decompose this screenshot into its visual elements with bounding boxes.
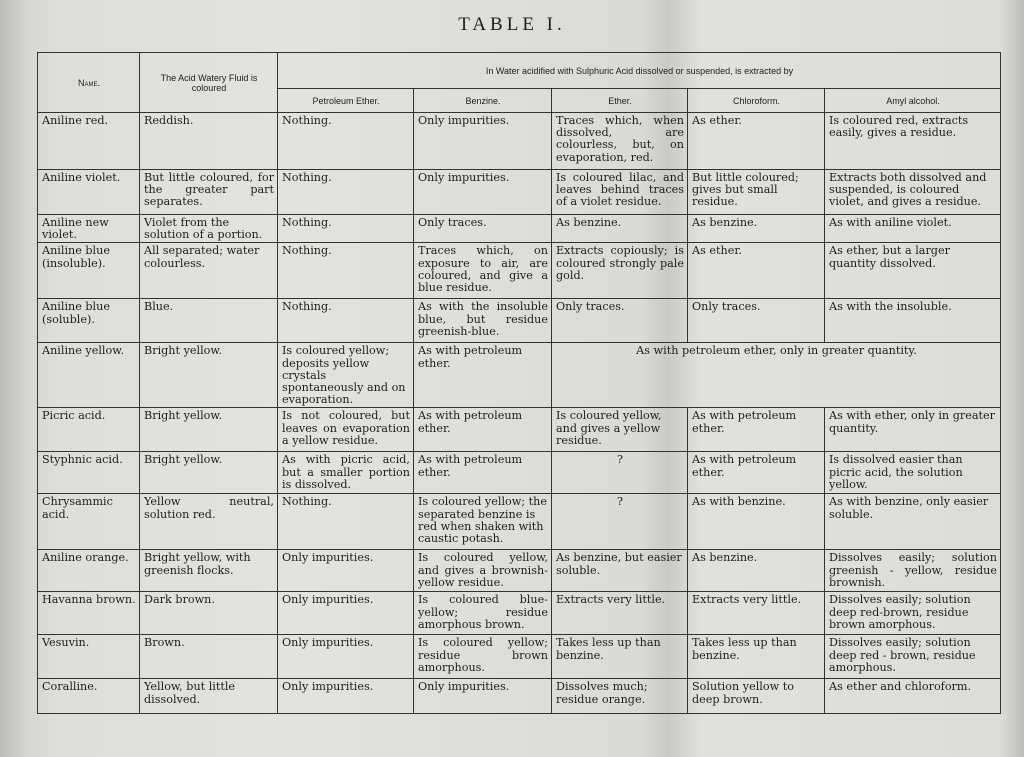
cell-chloroform: Extracts very little. <box>688 592 825 635</box>
cell-ether: Extracts very little. <box>552 592 688 635</box>
cell-fluid: Blue. <box>140 299 278 343</box>
cell-chloroform: As with petroleum ether. <box>688 408 825 452</box>
cell-name: Aniline yellow. <box>38 343 140 408</box>
cell-ether: Is coloured lilac, and leaves behind traces of a violet residue. <box>552 170 688 215</box>
cell-amyl: Is dissolved easier than picric acid, the solution yellow. <box>825 452 1001 494</box>
table-row <box>38 679 1001 714</box>
header-amyl-alcohol: Amyl alcohol. <box>825 89 1001 113</box>
cell-petroleum: Only impurities. <box>278 679 414 714</box>
cell-amyl: Dissolves easily; solution deep red-brown, residue brown amorphous. <box>825 592 1001 635</box>
cell-petroleum: Only impurities. <box>278 635 414 679</box>
cell-benzine: Is coloured yellow; the separated benzine is red when shaken with caustic potash. <box>414 494 552 550</box>
cell-ether: ? <box>552 452 688 494</box>
header-ether: Ether. <box>552 89 688 113</box>
table-row <box>38 113 1001 170</box>
cell-merged-ether-chloroform-amyl: As with petroleum ether, only in greater quantity. <box>552 343 1001 408</box>
cell-chloroform: Takes less up than benzine. <box>688 635 825 679</box>
cell-chloroform: Solution yellow to deep brown. <box>688 679 825 714</box>
cell-fluid: Yellow neutral, solution red. <box>140 494 278 550</box>
cell-amyl: As with the insoluble. <box>825 299 1001 343</box>
header-acid-fluid: The Acid Watery Fluid is coloured <box>140 53 278 113</box>
cell-name: Aniline orange. <box>38 550 140 592</box>
cell-name: Aniline blue (soluble). <box>38 299 140 343</box>
cell-fluid: Violet from the solution of a portion. <box>140 215 278 243</box>
cell-ether: Dissolves much; residue orange. <box>552 679 688 714</box>
cell-amyl: As ether, but a larger quantity dissolved. <box>825 243 1001 299</box>
cell-benzine: Only impurities. <box>414 679 552 714</box>
cell-fluid: Bright yellow. <box>140 408 278 452</box>
cell-petroleum: Nothing. <box>278 170 414 215</box>
table-row <box>38 550 1001 592</box>
cell-benzine: As with the insoluble blue, but residue greenish-blue. <box>414 299 552 343</box>
cell-fluid: Bright yellow. <box>140 452 278 494</box>
cell-petroleum: Nothing. <box>278 494 414 550</box>
cell-ether: Traces which, when dissolved, are colourless, but, on evaporation, red. <box>552 113 688 170</box>
cell-chloroform: As ether. <box>688 113 825 170</box>
cell-fluid: But little coloured, for the greater part separates. <box>140 170 278 215</box>
cell-ether: As benzine. <box>552 215 688 243</box>
cell-name: Vesuvin. <box>38 635 140 679</box>
table-row <box>38 343 1001 408</box>
cell-petroleum: Nothing. <box>278 113 414 170</box>
cell-fluid: Reddish. <box>140 113 278 170</box>
cell-amyl: Extracts both dissolved and suspended, is coloured violet, and gives a residue. <box>825 170 1001 215</box>
cell-benzine: Is coloured yellow; residue brown amorphous. <box>414 635 552 679</box>
table-row <box>38 299 1001 343</box>
cell-benzine: Only impurities. <box>414 170 552 215</box>
cell-chloroform: As with petroleum ether. <box>688 452 825 494</box>
cell-petroleum: Nothing. <box>278 215 414 243</box>
table-row <box>38 494 1001 550</box>
cell-petroleum: Is not coloured, but leaves on evaporation a yellow residue. <box>278 408 414 452</box>
cell-amyl: Is coloured red, extracts easily, gives a residue. <box>825 113 1001 170</box>
cell-petroleum: Only impurities. <box>278 592 414 635</box>
header-chloroform: Chloroform. <box>688 89 825 113</box>
cell-amyl: As with benzine, only easier soluble. <box>825 494 1001 550</box>
solubility-table <box>37 52 1001 714</box>
cell-petroleum: Is coloured yellow; deposits yellow crystals spontaneously and on evaporation. <box>278 343 414 408</box>
header-extraction-span: In Water acidified with Sulphuric Acid dissolved or suspended, is extracted by <box>278 53 1001 89</box>
cell-benzine: Is coloured blue-yellow; residue amorphous brown. <box>414 592 552 635</box>
cell-ether: Only traces. <box>552 299 688 343</box>
cell-benzine: Only impurities. <box>414 113 552 170</box>
cell-name: Aniline blue (insoluble). <box>38 243 140 299</box>
cell-name: Aniline new violet. <box>38 215 140 243</box>
cell-name: Picric acid. <box>38 408 140 452</box>
cell-ether: Takes less up than benzine. <box>552 635 688 679</box>
cell-name: Havanna brown. <box>38 592 140 635</box>
table-row <box>38 592 1001 635</box>
cell-benzine: As with petroleum ether. <box>414 343 552 408</box>
cell-amyl: As with aniline violet. <box>825 215 1001 243</box>
table-row <box>38 635 1001 679</box>
header-benzine: Benzine. <box>414 89 552 113</box>
cell-benzine: Is coloured yellow, and gives a brownish-yellow residue. <box>414 550 552 592</box>
cell-benzine: Only traces. <box>414 215 552 243</box>
cell-fluid: Brown. <box>140 635 278 679</box>
cell-name: Aniline violet. <box>38 170 140 215</box>
cell-fluid: Bright yellow. <box>140 343 278 408</box>
cell-chloroform: As benzine. <box>688 550 825 592</box>
header-name: Name. <box>38 53 140 113</box>
cell-fluid: Dark brown. <box>140 592 278 635</box>
table-row <box>38 408 1001 452</box>
cell-amyl: As with ether, only in greater quantity. <box>825 408 1001 452</box>
cell-ether: Is coloured yellow, and gives a yellow residue. <box>552 408 688 452</box>
cell-chloroform: As with benzine. <box>688 494 825 550</box>
cell-petroleum: Only impurities. <box>278 550 414 592</box>
cell-amyl: Dissolves easily; solution deep red - brown, residue amorphous. <box>825 635 1001 679</box>
header-petroleum-ether: Petroleum Ether. <box>278 89 414 113</box>
cell-amyl: Dissolves easily; solution greenish - yellow, residue brownish. <box>825 550 1001 592</box>
cell-ether: ? <box>552 494 688 550</box>
cell-chloroform: But little coloured; gives but small residue. <box>688 170 825 215</box>
cell-petroleum: As with picric acid, but a smaller portion is dissolved. <box>278 452 414 494</box>
table-row <box>38 170 1001 215</box>
page-edge <box>0 0 28 757</box>
table-row <box>38 452 1001 494</box>
page-title: TABLE I. <box>458 14 566 35</box>
cell-name: Styphnic acid. <box>38 452 140 494</box>
cell-petroleum: Nothing. <box>278 243 414 299</box>
table-row <box>38 215 1001 243</box>
cell-benzine: Traces which, on exposure to air, are coloured, and give a blue residue. <box>414 243 552 299</box>
cell-amyl: As ether and chloroform. <box>825 679 1001 714</box>
cell-name: Coralline. <box>38 679 140 714</box>
table-row <box>38 243 1001 299</box>
cell-benzine: As with petroleum ether. <box>414 452 552 494</box>
cell-name: Aniline red. <box>38 113 140 170</box>
cell-benzine: As with petroleum ether. <box>414 408 552 452</box>
cell-fluid: All separated; water colourless. <box>140 243 278 299</box>
cell-chloroform: As benzine. <box>688 215 825 243</box>
cell-ether: Extracts copiously; is coloured strongly pale gold. <box>552 243 688 299</box>
cell-chloroform: As ether. <box>688 243 825 299</box>
cell-fluid: Bright yellow, with greenish flocks. <box>140 550 278 592</box>
cell-ether: As benzine, but easier soluble. <box>552 550 688 592</box>
cell-name: Chrysammic acid. <box>38 494 140 550</box>
cell-chloroform: Only traces. <box>688 299 825 343</box>
cell-petroleum: Nothing. <box>278 299 414 343</box>
cell-fluid: Yellow, but little dissolved. <box>140 679 278 714</box>
